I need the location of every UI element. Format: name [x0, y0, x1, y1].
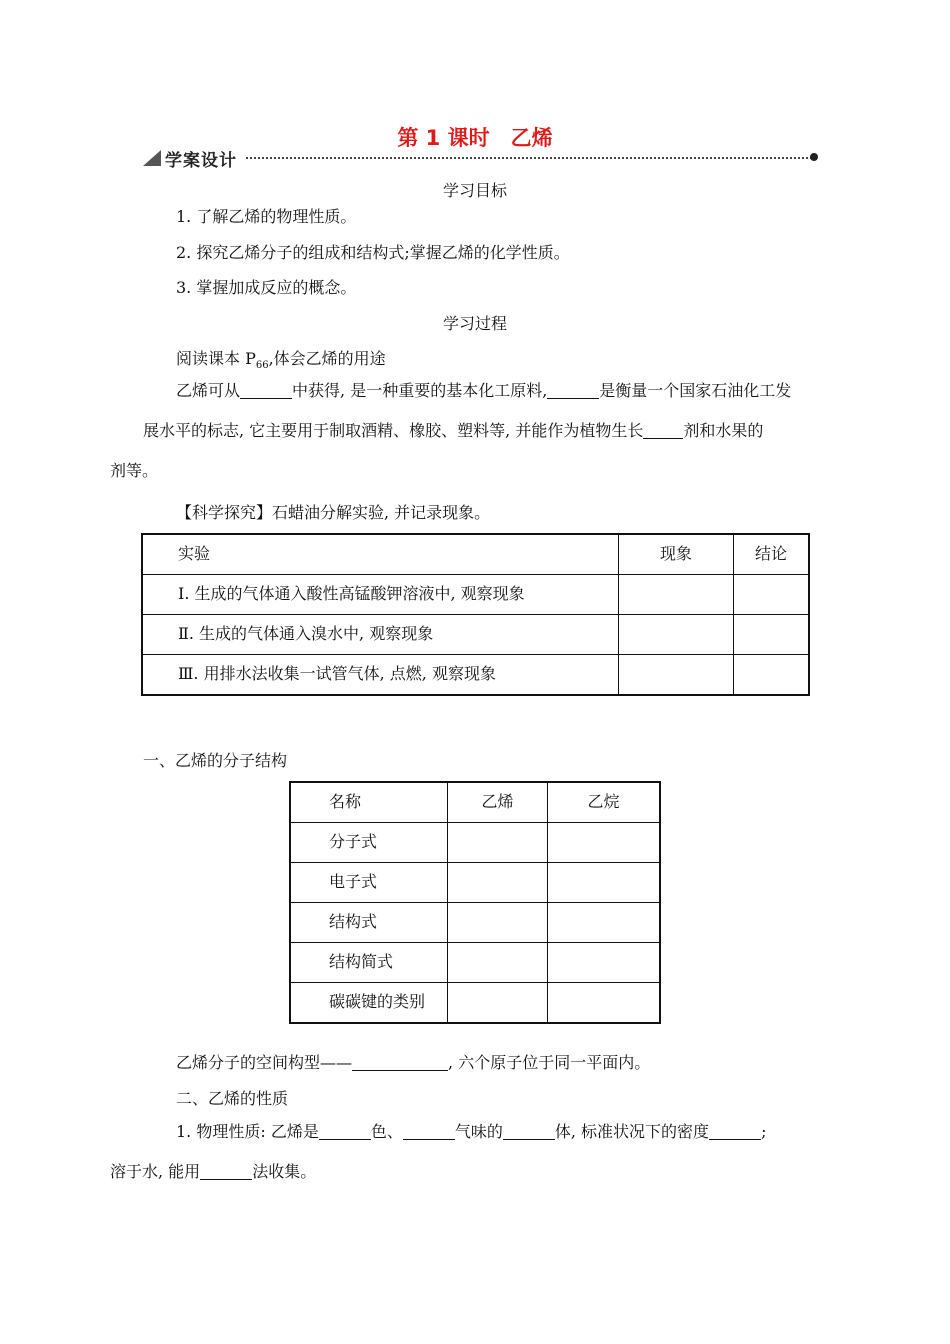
objective-item: 2. 探究乙烯分子的组成和结构式;掌握乙烯的化学性质。	[176, 243, 570, 262]
answer-cell[interactable]	[548, 863, 661, 903]
table-header: 乙烯	[448, 782, 548, 823]
intro-paragraph: 乙烯可从 中获得, 是一种重要的基本化工原料, 是衡量一个国家石油化工发展水平的标志, 它主要用于制取酒精、橡胶、塑料等, 并能作为植物生长 剂和水果的 剂等。	[110, 381, 792, 480]
answer-cell[interactable]	[734, 615, 810, 655]
fill-blank[interactable]	[709, 1123, 761, 1140]
fill-blank[interactable]	[352, 1054, 448, 1071]
section-heading: 二、乙烯的性质	[176, 1089, 289, 1108]
fill-blank[interactable]	[403, 1123, 455, 1140]
answer-cell[interactable]	[548, 943, 661, 983]
table-row	[290, 782, 660, 823]
table-row	[142, 534, 809, 575]
reading-instruction: 阅读课本 $P_{66}$,体会乙烯的用途	[176, 349, 386, 372]
table-cell: 结构简式	[290, 943, 448, 983]
fill-blank[interactable]	[240, 382, 292, 399]
structure-table	[289, 781, 661, 1024]
fill-blank[interactable]	[200, 1163, 252, 1180]
answer-cell[interactable]	[548, 983, 661, 1024]
answer-cell[interactable]	[448, 943, 548, 983]
answer-cell[interactable]	[448, 903, 548, 943]
answer-cell[interactable]	[548, 903, 661, 943]
banner-label: 学案设计	[165, 151, 237, 171]
banner-divider	[246, 157, 812, 159]
answer-cell[interactable]	[619, 575, 734, 615]
table-header: 乙烷	[548, 782, 661, 823]
explore-heading: 【科学探究】石蜡油分解实验, 并记录现象。	[176, 503, 491, 522]
table-row	[290, 823, 660, 863]
spatial-structure-line: 乙烯分子的空间构型—— , 六个原子位于同一平面内。	[176, 1053, 651, 1072]
fill-blank[interactable]	[643, 422, 683, 439]
table-header: 现象	[619, 534, 734, 575]
table-row	[290, 863, 660, 903]
answer-cell[interactable]	[619, 655, 734, 696]
fill-blank[interactable]	[547, 382, 599, 399]
objective-item: 3. 掌握加成反应的概念。	[176, 278, 357, 297]
table-row	[290, 983, 660, 1024]
banner-triangle-icon	[143, 150, 161, 166]
table-row	[142, 655, 809, 696]
physical-properties-paragraph: 1. 物理性质: 乙烯是 色、 气味的 体, 标准状况下的密度 ; 溶于水, 能用 法收集。	[110, 1122, 767, 1181]
table-cell: 电子式	[290, 863, 448, 903]
fill-blank[interactable]	[319, 1123, 371, 1140]
table-header: 名称	[290, 782, 448, 823]
answer-cell[interactable]	[448, 983, 548, 1024]
table-row	[290, 903, 660, 943]
fill-blank[interactable]	[503, 1123, 555, 1140]
objectives-heading: 学习目标	[442, 181, 507, 200]
table-header: 结论	[734, 534, 810, 575]
table-cell: 分子式	[290, 823, 448, 863]
objective-item: 1. 了解乙烯的物理性质。	[176, 207, 357, 226]
answer-cell[interactable]	[548, 823, 661, 863]
process-heading: 学习过程	[442, 314, 507, 333]
section-heading: 一、乙烯的分子结构	[143, 751, 288, 770]
experiment-table	[141, 533, 810, 696]
page-title: 第 1 课时 乙烯	[397, 126, 553, 150]
table-row	[142, 615, 809, 655]
answer-cell[interactable]	[734, 655, 810, 696]
table-cell: Ⅱ. 生成的气体通入溴水中, 观察现象	[142, 615, 619, 655]
table-cell: 碳碳键的类别	[290, 983, 448, 1024]
answer-cell[interactable]	[448, 863, 548, 903]
answer-cell[interactable]	[734, 575, 810, 615]
banner-divider-end-dot	[810, 153, 818, 161]
table-cell: Ⅲ. 用排水法收集一试管气体, 点燃, 观察现象	[142, 655, 619, 696]
table-row	[142, 575, 809, 615]
table-header: 实验	[142, 534, 619, 575]
table-cell: Ⅰ. 生成的气体通入酸性高锰酸钾溶液中, 观察现象	[142, 575, 619, 615]
answer-cell[interactable]	[448, 823, 548, 863]
answer-cell[interactable]	[619, 615, 734, 655]
table-cell: 结构式	[290, 903, 448, 943]
table-row	[290, 943, 660, 983]
